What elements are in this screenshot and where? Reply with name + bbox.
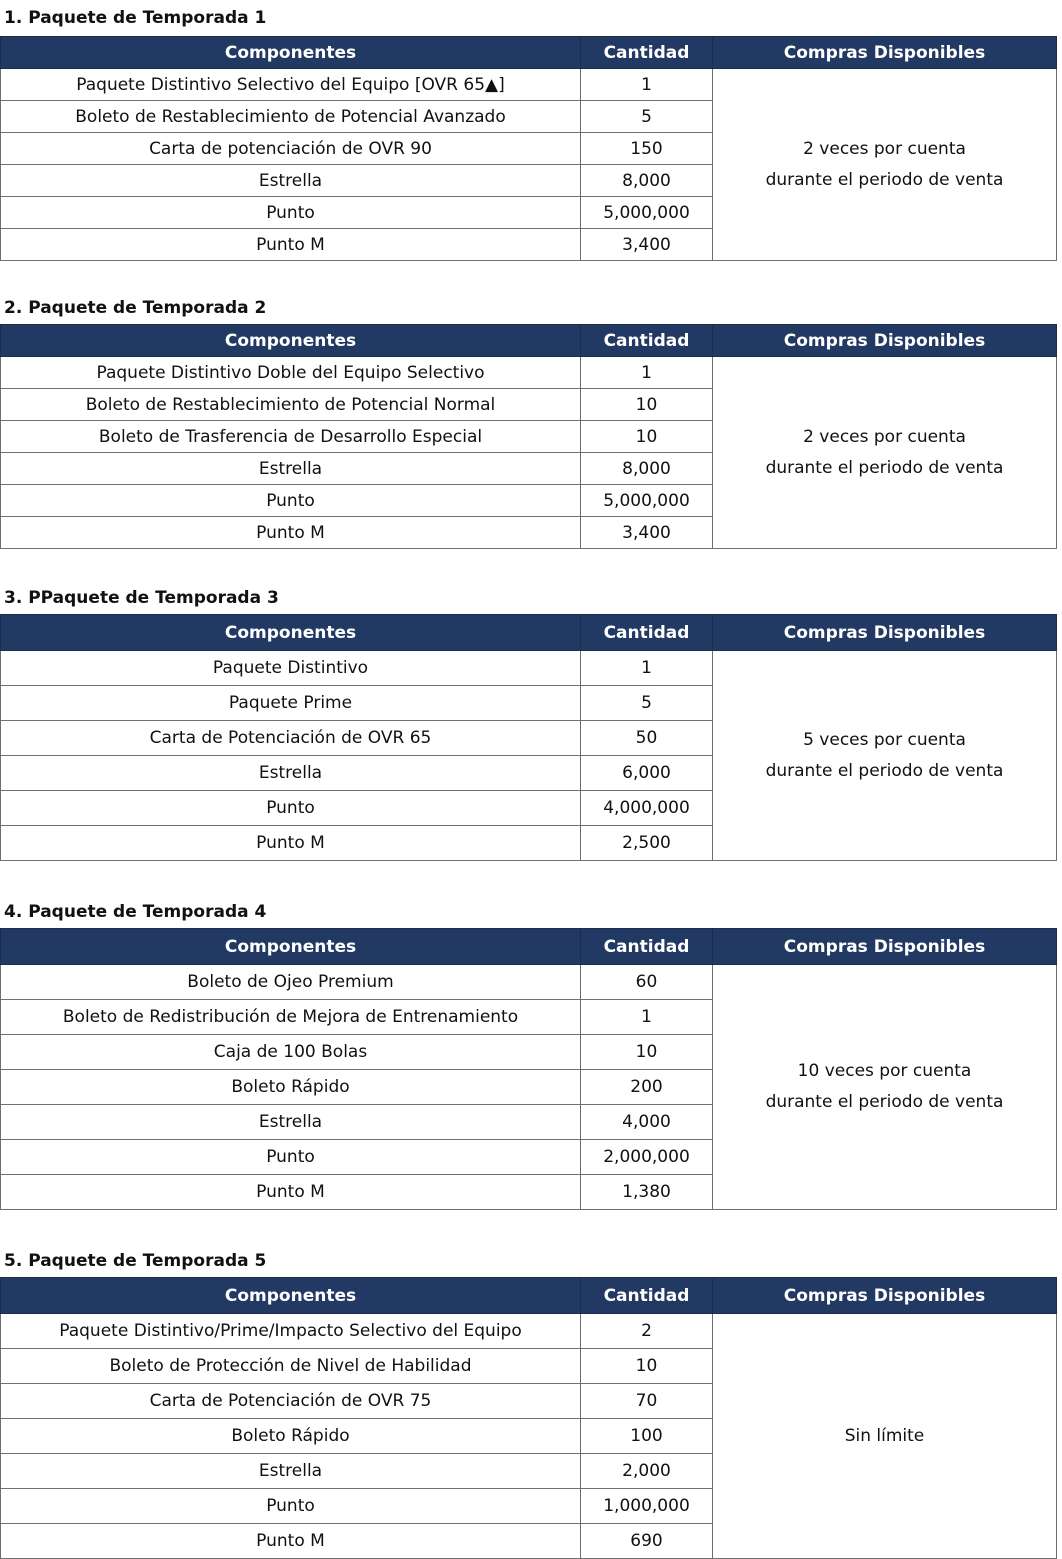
package-table: [0, 614, 1057, 861]
table-header-row: [1, 1278, 1057, 1314]
quantity-cell: 1: [581, 651, 713, 686]
component-cell: Punto M: [1, 1524, 581, 1559]
quantity-cell: 1: [581, 1000, 713, 1035]
component-cell: Boleto Rápido: [1, 1070, 581, 1105]
table-row: [1, 357, 1057, 389]
component-cell: Estrella: [1, 756, 581, 791]
component-cell: Boleto de Restablecimiento de Potencial Normal: [1, 389, 581, 421]
quantity-cell: 2,500: [581, 826, 713, 861]
component-cell: Boleto Rápido: [1, 1419, 581, 1454]
available-line-2: durante el periodo de venta: [765, 169, 1004, 190]
component-cell: Paquete Distintivo/Prime/Impacto Selectivo del Equipo: [1, 1314, 581, 1349]
quantity-cell: 2: [581, 1314, 713, 1349]
component-cell: Punto: [1, 485, 581, 517]
header-quantity: Cantidad: [581, 929, 713, 965]
table-header-row: [1, 929, 1057, 965]
quantity-cell: 3,400: [581, 517, 713, 549]
header-quantity: Cantidad: [581, 615, 713, 651]
component-cell: Carta de Potenciación de OVR 75: [1, 1384, 581, 1419]
available-line-1: 2 veces por cuenta: [803, 138, 966, 159]
header-components: Componentes: [1, 325, 581, 357]
quantity-cell: 60: [581, 965, 713, 1000]
quantity-cell: 1,000,000: [581, 1489, 713, 1524]
table-header-row: [1, 37, 1057, 69]
package-table: [0, 928, 1057, 1210]
header-available: Compras Disponibles: [713, 325, 1057, 357]
component-cell: Punto: [1, 197, 581, 229]
component-cell: Paquete Distintivo Selectivo del Equipo [OVR 65▲]: [1, 69, 581, 101]
component-cell: Estrella: [1, 1454, 581, 1489]
header-quantity: Cantidad: [581, 325, 713, 357]
component-cell: Punto M: [1, 1175, 581, 1210]
component-cell: Boleto de Restablecimiento de Potencial Avanzado: [1, 101, 581, 133]
table-row: [1, 69, 1057, 101]
table-row: [1, 651, 1057, 686]
package-table: [0, 324, 1057, 549]
quantity-cell: 150: [581, 133, 713, 165]
header-components: Componentes: [1, 615, 581, 651]
component-cell: Punto M: [1, 826, 581, 861]
available-purchases-cell: [713, 965, 1057, 1210]
header-components: Componentes: [1, 37, 581, 69]
available-line-1: Sin límite: [844, 1425, 925, 1446]
section-title: 5. Paquete de Temporada 5: [4, 1251, 267, 1271]
header-components: Componentes: [1, 929, 581, 965]
header-available: Compras Disponibles: [713, 1278, 1057, 1314]
component-cell: Boleto de Ojeo Premium: [1, 965, 581, 1000]
component-cell: Boleto de Trasferencia de Desarrollo Especial: [1, 421, 581, 453]
component-cell: Punto: [1, 1489, 581, 1524]
package-table: [0, 1277, 1057, 1559]
package-table: [0, 36, 1057, 261]
table-header-row: [1, 325, 1057, 357]
quantity-cell: 10: [581, 389, 713, 421]
quantity-cell: 8,000: [581, 453, 713, 485]
component-cell: Estrella: [1, 165, 581, 197]
header-available: Compras Disponibles: [713, 37, 1057, 69]
available-line-2: durante el periodo de venta: [765, 760, 1004, 781]
component-cell: Punto: [1, 791, 581, 826]
component-cell: Estrella: [1, 1105, 581, 1140]
header-available: Compras Disponibles: [713, 929, 1057, 965]
quantity-cell: 1: [581, 357, 713, 389]
quantity-cell: 3,400: [581, 229, 713, 261]
section-title: 4. Paquete de Temporada 4: [4, 902, 267, 922]
quantity-cell: 10: [581, 1349, 713, 1384]
available-purchases-cell: [713, 357, 1057, 549]
header-quantity: Cantidad: [581, 37, 713, 69]
component-cell: Caja de 100 Bolas: [1, 1035, 581, 1070]
header-available: Compras Disponibles: [713, 615, 1057, 651]
quantity-cell: 10: [581, 421, 713, 453]
quantity-cell: 5,000,000: [581, 485, 713, 517]
component-cell: Punto: [1, 1140, 581, 1175]
quantity-cell: 200: [581, 1070, 713, 1105]
quantity-cell: 690: [581, 1524, 713, 1559]
quantity-cell: 5: [581, 101, 713, 133]
quantity-cell: 2,000: [581, 1454, 713, 1489]
header-components: Componentes: [1, 1278, 581, 1314]
quantity-cell: 6,000: [581, 756, 713, 791]
available-line-1: 5 veces por cuenta: [803, 729, 966, 750]
component-cell: Punto M: [1, 229, 581, 261]
available-line-2: durante el periodo de venta: [765, 1092, 1004, 1112]
quantity-cell: 2,000,000: [581, 1140, 713, 1175]
available-purchases-cell: [713, 69, 1057, 261]
header-quantity: Cantidad: [581, 1278, 713, 1314]
quantity-cell: 1: [581, 69, 713, 101]
component-cell: Boleto de Protección de Nivel de Habilidad: [1, 1349, 581, 1384]
component-cell: Carta de potenciación de OVR 90: [1, 133, 581, 165]
component-cell: Estrella: [1, 453, 581, 485]
available-purchases-cell: [713, 1314, 1057, 1559]
table-row: [1, 1314, 1057, 1349]
quantity-cell: 5: [581, 686, 713, 721]
quantity-cell: 100: [581, 1419, 713, 1454]
component-cell: Boleto de Redistribución de Mejora de Entrenamiento: [1, 1000, 581, 1035]
quantity-cell: 10: [581, 1035, 713, 1070]
available-line-2: durante el periodo de venta: [765, 457, 1004, 478]
section-title: 3. PPaquete de Temporada 3: [4, 588, 279, 608]
quantity-cell: 8,000: [581, 165, 713, 197]
table-header-row: [1, 615, 1057, 651]
quantity-cell: 5,000,000: [581, 197, 713, 229]
quantity-cell: 4,000: [581, 1105, 713, 1140]
quantity-cell: 70: [581, 1384, 713, 1419]
section-title: 1. Paquete de Temporada 1: [4, 8, 267, 28]
component-cell: Paquete Distintivo Doble del Equipo Selectivo: [1, 357, 581, 389]
table-row: [1, 965, 1057, 1000]
component-cell: Carta de Potenciación de OVR 65: [1, 721, 581, 756]
available-purchases-cell: [713, 651, 1057, 861]
quantity-cell: 50: [581, 721, 713, 756]
available-line-1: 10 veces por cuenta: [797, 1061, 972, 1081]
component-cell: Punto M: [1, 517, 581, 549]
component-cell: Paquete Distintivo: [1, 651, 581, 686]
section-title: 2. Paquete de Temporada 2: [4, 298, 267, 318]
quantity-cell: 1,380: [581, 1175, 713, 1210]
component-cell: Paquete Prime: [1, 686, 581, 721]
quantity-cell: 4,000,000: [581, 791, 713, 826]
available-line-1: 2 veces por cuenta: [803, 426, 966, 447]
